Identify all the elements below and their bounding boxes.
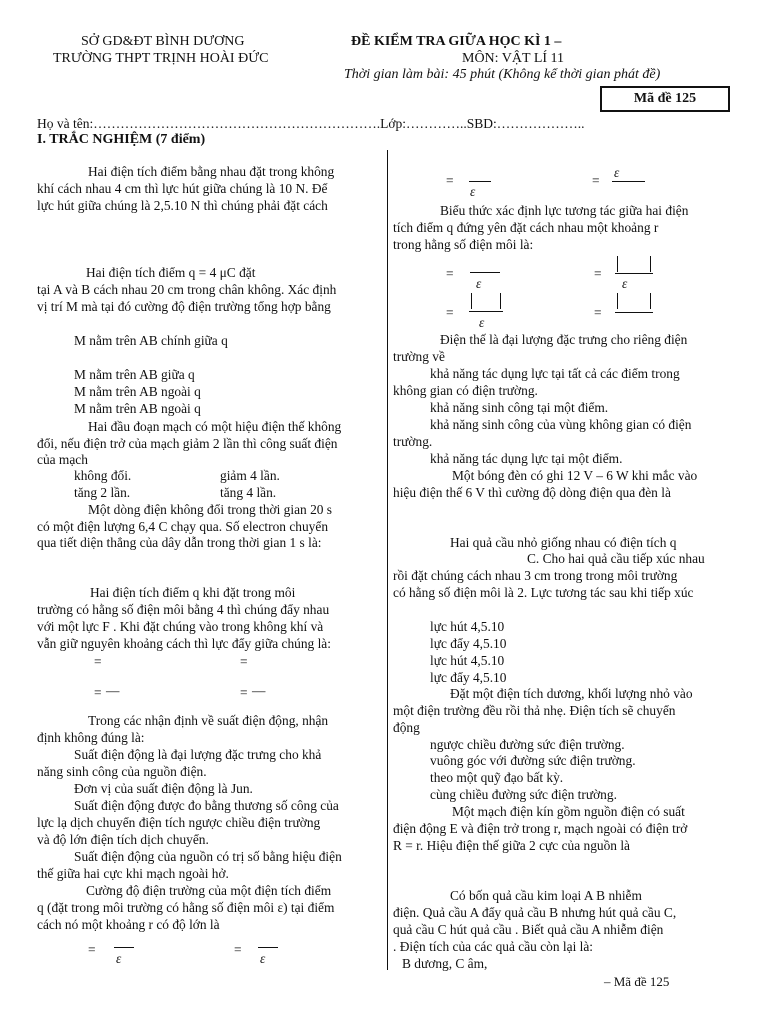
left-line: Suất điện động là đại lượng đặc trưng cho khả — [74, 747, 322, 762]
right-line: khả năng sinh công tại một điểm. — [430, 400, 609, 415]
right-line: Có bốn quả cầu kim loại A B nhiễm — [450, 888, 642, 903]
fraction-line — [258, 947, 278, 948]
left-line: Hai điện tích điểm bằng nhau đặt trong không — [88, 164, 335, 179]
right-line: Một mạch điện kín gồm nguồn điện có suất — [452, 804, 685, 819]
equals-sign: = — [592, 173, 600, 188]
fraction-line — [469, 311, 503, 312]
epsilon-symbol: ε — [614, 165, 620, 180]
left-line: M nằm trên AB ngoài q — [74, 384, 201, 399]
equals-sign: = — [594, 266, 602, 281]
fraction-bar: — — [106, 683, 120, 698]
left-line: lực hút giữa chúng là 2,5.10 N thì chúng phải đặt cách — [37, 198, 328, 213]
epsilon-symbol: ε — [260, 951, 266, 966]
left-line: khí cách nhau 4 cm thì lực hút giữa chúng là 10 N. Để — [37, 181, 328, 196]
left-line: lực lạ dịch chuyển điện tích ngược chiều điện trường — [37, 815, 321, 830]
right-line: . Điện tích của các quả cầu còn lại là: — [393, 939, 594, 954]
left-line: và độ lớn điện tích dịch chuyển. — [37, 832, 209, 847]
left-line: Trong các nhận định về suất điện động, nhận — [88, 713, 329, 728]
right-line: khả năng sinh công của vùng không gian có điện — [430, 417, 692, 432]
right-line: vuông góc với đường sức điện trường. — [430, 753, 636, 768]
right-line: một điện trường đều rồi thả nhẹ. Điện tích sẽ chuyển — [393, 703, 676, 718]
equals-sign: = — [240, 654, 248, 669]
equals-sign: = — [94, 685, 102, 700]
abs-bar-left — [471, 293, 472, 309]
section-title: I. TRẮC NGHIỆM (7 điểm) — [37, 132, 206, 147]
left-line: tăng 4 lần. — [220, 485, 277, 500]
fraction-line — [615, 312, 653, 313]
equals-sign: = — [88, 942, 96, 957]
abs-bar-right — [650, 293, 651, 309]
department-name: SỞ GD&ĐT BÌNH DƯƠNG — [81, 34, 245, 49]
right-line: khả năng tác dụng lực tại tất cả các điểm trong — [430, 366, 680, 381]
abs-bar-right — [500, 293, 501, 309]
right-line: lực đẩy 4,5.10 — [430, 636, 507, 651]
abs-bar-left — [617, 256, 618, 272]
right-line: ngược chiều đường sức điện trường. — [430, 737, 625, 752]
left-line: qua tiết diện thẳng của dây dẫn trong thời gian 1 s là: — [37, 535, 322, 550]
right-line: khả năng tác dụng lực tại một điểm. — [430, 451, 623, 466]
right-line: R = r. Hiệu điện thế giữa 2 cực của nguồn là — [393, 838, 630, 853]
school-name: TRƯỜNG THPT TRỊNH HOÀI ĐỨC — [53, 51, 269, 66]
left-line: đổi, nếu điện trở của mạch giảm 2 lần thì công suất điện — [37, 436, 338, 451]
right-line: quả cầu C hút quả cầu . Biết quả cầu A nhiễm điện — [393, 922, 664, 937]
right-line: điện động E và điện trở trong r, mạch ngoài có điện trở — [393, 821, 688, 836]
equals-sign: = — [446, 173, 454, 188]
left-line: Hai đầu đoạn mạch có một hiệu điện thế không — [88, 419, 342, 434]
left-line: giảm 4 lần. — [220, 468, 280, 483]
left-line: năng sinh công của nguồn điện. — [37, 764, 207, 779]
exam-code-box: Mã đề 125 — [600, 86, 730, 112]
fraction-line — [469, 181, 491, 182]
left-line: của mạch — [37, 452, 88, 467]
epsilon-symbol: ε — [476, 276, 482, 291]
exam-title: ĐỀ KIỂM TRA GIỮA HỌC KÌ 1 – — [351, 34, 562, 49]
left-line: tại A và B cách nhau 20 cm trong chân không. Xác định — [37, 282, 337, 297]
left-line: M nằm trên AB giữa q — [74, 367, 195, 382]
exam-duration: Thời gian làm bài: 45 phút (Không kể thời gian phát đề) — [344, 67, 661, 82]
right-line: theo một quỹ đạo bất kỳ. — [430, 770, 564, 785]
left-line: vẫn giữ nguyên khoảng cách thì lực đẩy giữa chúng là: — [37, 636, 331, 651]
left-line: M nằm trên AB ngoài q — [74, 401, 201, 416]
right-line: lực hút 4,5.10 — [430, 653, 505, 668]
left-line: Cường độ điện trường của một điện tích điểm — [86, 883, 332, 898]
left-line: Hai điện tích điểm q khi đặt trong môi — [90, 585, 296, 600]
epsilon-symbol: ε — [116, 951, 122, 966]
equals-sign: = — [234, 942, 242, 957]
fraction-line — [612, 181, 645, 182]
left-line: định không đúng là: — [37, 730, 145, 745]
epsilon-symbol: ε — [479, 315, 485, 330]
left-line: không đổi. — [74, 468, 132, 483]
fraction-line — [470, 272, 500, 273]
left-line: Suất điện động của nguồn có trị số bằng hiệu điện — [74, 849, 342, 864]
right-line: B dương, C âm, — [402, 956, 488, 971]
right-line: trường. — [393, 434, 433, 449]
right-line: Biểu thức xác định lực tương tác giữa hai điện — [440, 203, 689, 218]
left-line: q (đặt trong môi trường có hằng số điện môi ε) tại điểm — [37, 900, 335, 915]
left-line: Đơn vị của suất điện động là Jun. — [74, 781, 253, 796]
left-line: Một dòng điện không đổi trong thời gian 20 s — [88, 502, 333, 517]
equals-sign: = — [594, 305, 602, 320]
right-line: C. Cho hai quả cầu tiếp xúc nhau — [527, 551, 705, 566]
column-divider — [387, 150, 388, 970]
right-line: tích điểm q đứng yên đặt cách nhau một khoảng r — [393, 220, 659, 235]
left-line: vị trí M mà tại đó cường độ điện trường tổng hợp bằng — [37, 299, 331, 314]
fraction-line — [114, 947, 134, 948]
abs-bar-right — [650, 256, 651, 272]
right-line: không gian có điện trường. — [393, 383, 538, 398]
left-line: tăng 2 lần. — [74, 485, 131, 500]
epsilon-symbol: ε — [470, 184, 476, 199]
right-line: rồi đặt chúng cách nhau 3 cm trong trong môi trường — [393, 568, 678, 583]
exam-subject: MÔN: VẬT LÍ 11 — [462, 51, 565, 66]
right-line: Hai quả cầu nhỏ giống nhau có điện tích q — [450, 535, 677, 550]
right-line: lực hút 4,5.10 — [430, 619, 505, 634]
right-line: trong hằng số điện môi là: — [393, 237, 534, 252]
left-line: Hai điện tích điểm q = 4 μC đặt — [86, 265, 256, 280]
equals-sign: = — [94, 654, 102, 669]
left-line: thế giữa hai cực khi mạch ngoài hở. — [37, 866, 229, 881]
page-footer: – Mã đề 125 — [604, 974, 670, 989]
right-line: lực đẩy 4,5.10 — [430, 670, 507, 685]
right-line: hiệu điện thế 6 V thì cường độ dòng điện qua đèn là — [393, 485, 671, 500]
right-line: có hằng số điện môi là 2. Lực tương tác sau khi tiếp xúc — [393, 585, 694, 600]
equals-sign: = — [446, 266, 454, 281]
right-line: Đặt một điện tích dương, khối lượng nhỏ vào — [450, 686, 693, 701]
equals-sign: = — [446, 305, 454, 320]
left-line: trường có hằng số điện môi bằng 4 thì chúng đẩy nhau — [37, 602, 330, 617]
right-line: Điện thế là đại lượng đặc trưng cho riêng điện — [440, 332, 688, 347]
left-line: cách nó một khoảng r có độ lớn là — [37, 917, 220, 932]
equals-sign: = — [240, 685, 248, 700]
student-info-line: Họ và tên:……………………………………………………….Lớp:…………..SBD:……………….. — [37, 116, 585, 131]
left-line: M nằm trên AB chính giữa q — [74, 333, 228, 348]
right-line: động — [393, 720, 420, 735]
epsilon-symbol: ε — [622, 276, 628, 291]
left-line: với một lực F . Khi đặt chúng vào trong không khí và — [37, 619, 324, 634]
right-line: điện. Quả cầu A đẩy quả cầu B nhưng hút quả cầu C, — [393, 905, 677, 920]
right-line: trường về — [393, 349, 445, 364]
left-line: có một điện lượng 6,4 C chạy qua. Số electron chuyển — [37, 519, 329, 534]
abs-bar-left — [617, 293, 618, 309]
fraction-bar: — — [252, 683, 266, 698]
left-line: Suất điện động được đo bằng thương số công của — [74, 798, 339, 813]
fraction-line — [615, 273, 653, 274]
right-line: Một bóng đèn có ghi 12 V – 6 W khi mắc vào — [452, 468, 698, 483]
right-line: cùng chiều đường sức điện trường. — [430, 787, 617, 802]
